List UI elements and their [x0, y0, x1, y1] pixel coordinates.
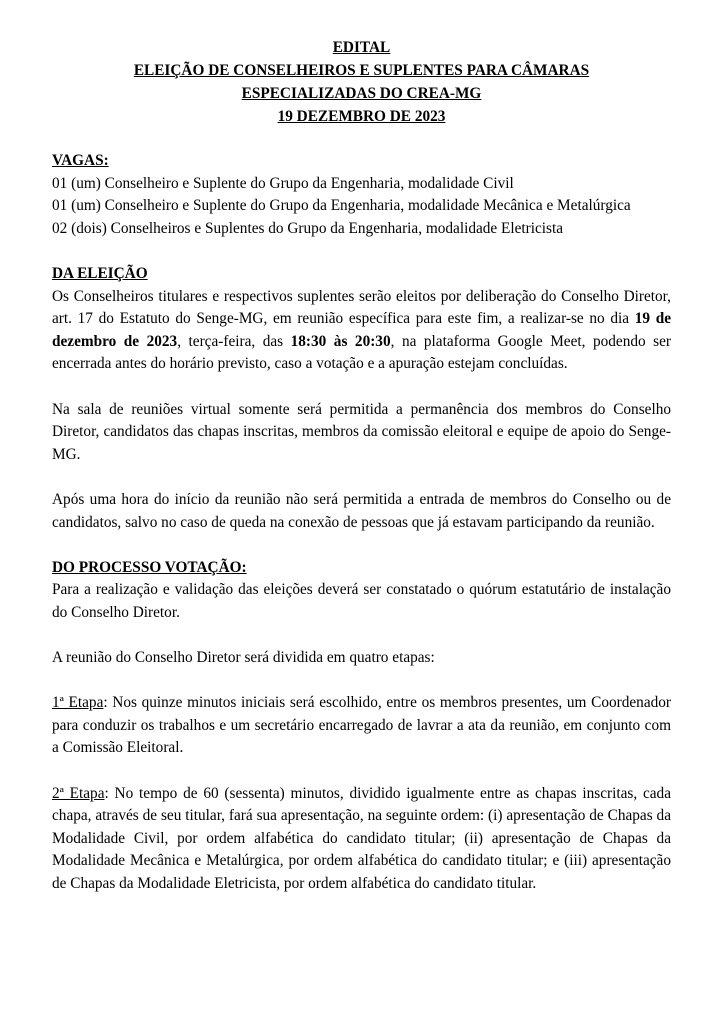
processo-title: DO PROCESSO VOTAÇÃO: — [52, 558, 247, 576]
etapa-1-text: : Nos quinze minutos iniciais será escolhido, entre os membros presentes, um Coordenador para conduzir os trabalhos e um secretário encarregado de lavrar a ata da reunião, em conjunto com a Comissão Eleitoral. — [52, 694, 671, 757]
vaga-item: 01 (um) Conselheiro e Suplente do Grupo da Engenharia, modalidade Mecânica e Metalúrgica — [52, 197, 631, 215]
eleicao-p1-text-c: , na plataforma Google Meet, podendo ser encerrada antes do horário previsto, caso a votação e a apuração estejam concluídas. — [52, 332, 671, 373]
eleicao-section — [52, 263, 671, 534]
header-date: 19 DEZEMBRO DE 2023 — [277, 108, 446, 125]
etapa-2-text: : No tempo de 60 (sessenta) minutos, dividido igualmente entre as chapas inscritas, cada chapa, através de seu titular, fará sua apresentação, na seguinte ordem: (i) apresentação de Chapas da Modalidade Civil, por ordem alfabética do candidato titular; (ii) apresentação de Chapas da Modalidade Mecânica e Metalúrgica, por ordem alfabética do candidato titular; e (iii) apresentação de Chapas da Modalidade Eletricista, por ordem alfabética do candidato titular. — [52, 784, 671, 892]
eleicao-date: 19 de dezembro de 2023 — [52, 310, 672, 350]
vaga-item: 01 (um) Conselheiro e Suplente do Grupo da Engenharia, modalidade Civil — [52, 174, 514, 192]
processo-paragraph-2: A reunião do Conselho Diretor será dividida em quatro etapas: — [52, 649, 435, 667]
header-line-2: ESPECIALIZADAS DO CREA-MG — [241, 85, 482, 102]
etapa-2-label: 2ª Etapa — [52, 784, 105, 802]
document-header — [52, 36, 671, 128]
eleicao-paragraph-2: Na sala de reuniões virtual somente será permitida a permanência dos membros do Conselho Diretor, candidatos das chapas inscritas, membros da comissão eleitoral e equipe de apoio do Senge-MG. — [52, 400, 671, 463]
vagas-section — [52, 150, 671, 240]
etapa-1-paragraph — [52, 692, 671, 760]
eleicao-time: 18:30 às 20:30 — [290, 332, 391, 350]
edital-title: EDITAL — [332, 39, 391, 56]
processo-paragraph-1: Para a realização e validação das eleições deverá ser constatado o quórum estatutário de instalação do Conselho Diretor. — [52, 581, 671, 621]
eleicao-title: DA ELEIÇÃO — [52, 264, 148, 282]
eleicao-p1-text-a: Os Conselheiros titulares e respectivos suplentes serão eleitos por deliberação do Conselho Diretor, art. 17 do Estatuto do Senge-MG, em reunião específica para este fim, a realizar-se no dia — [52, 287, 671, 328]
header-line-1: ELEIÇÃO DE CONSELHEIROS E SUPLENTES PARA CÂMARAS — [133, 62, 590, 79]
eleicao-p1-text-b: , terça-feira, das — [177, 332, 291, 350]
etapa-2-paragraph — [52, 783, 671, 896]
etapa-1-label: 1ª Etapa — [52, 694, 104, 712]
vagas-title: VAGAS: — [52, 152, 109, 169]
eleicao-paragraph-1 — [52, 286, 671, 376]
processo-section — [52, 557, 671, 896]
document-page — [52, 36, 671, 918]
vaga-item: 02 (dois) Conselheiros e Suplentes do Grupo da Engenharia, modalidade Eletricista — [52, 219, 564, 237]
eleicao-paragraph-3: Após uma hora do início da reunião não será permitida a entrada de membros do Conselho ou de candidatos, salvo no caso de queda na conexão de pessoas que já estavam participando da reunião. — [52, 490, 671, 531]
